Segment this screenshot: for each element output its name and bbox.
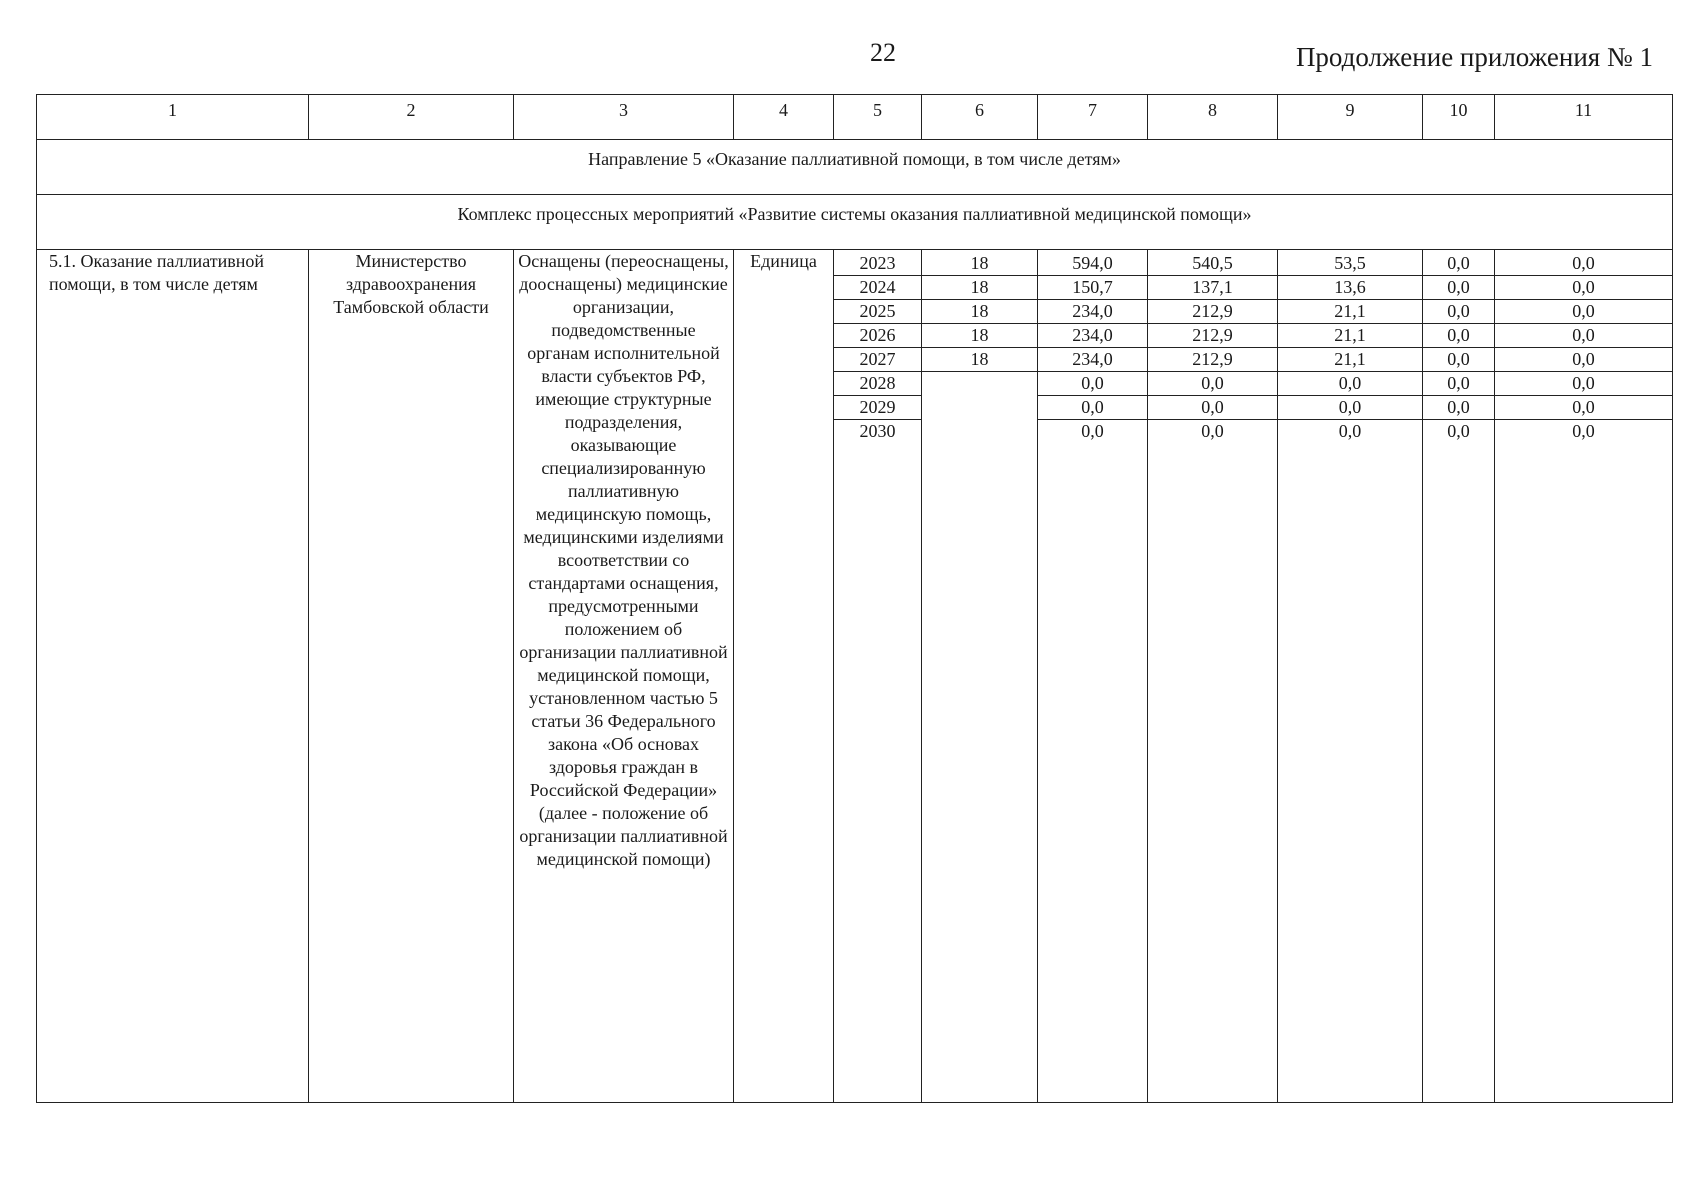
col11-value: 0,0	[1495, 324, 1672, 348]
col8-value: 212,9	[1148, 324, 1277, 348]
col11-value: 0,0	[1495, 252, 1672, 276]
col6-value	[922, 395, 1037, 418]
direction-title: Направление 5 «Оказание паллиативной помощи, в том числе детям»	[37, 140, 1673, 195]
col6-value: 18	[922, 252, 1037, 276]
col9-value: 21,1	[1278, 300, 1422, 324]
column-number: 6	[922, 95, 1038, 140]
col8-value: 0,0	[1148, 396, 1277, 420]
column-number: 9	[1278, 95, 1423, 140]
column-number: 1	[37, 95, 309, 140]
col8-value: 540,5	[1148, 252, 1277, 276]
col10-cell	[1423, 250, 1495, 1103]
col10-value: 0,0	[1423, 276, 1494, 300]
col8-value: 137,1	[1148, 276, 1277, 300]
year-value: 2029	[834, 396, 921, 420]
year-value: 2030	[859, 421, 896, 441]
col6-value: 18	[922, 276, 1037, 300]
column-number: 2	[309, 95, 514, 140]
col7-value: 0,0	[1038, 396, 1147, 420]
col7-value: 234,0	[1038, 348, 1147, 372]
year-value: 2027	[834, 348, 921, 372]
col7-value: 594,0	[1038, 252, 1147, 276]
annex-table	[36, 94, 1673, 1103]
complex-title: Комплекс процессных мероприятий «Развитие системы оказания паллиативной медицинской помощи»	[37, 195, 1673, 250]
col10-value: 0,0	[1423, 372, 1494, 396]
col7-value: 234,0	[1038, 324, 1147, 348]
col11-value: 0,0	[1572, 421, 1595, 441]
col9-cell	[1278, 250, 1423, 1103]
column-number: 3	[514, 95, 734, 140]
unit-cell: Единица	[734, 250, 834, 1103]
col9-value: 21,1	[1278, 324, 1422, 348]
col6-value: 18	[922, 348, 1037, 372]
col9-value: 0,0	[1338, 421, 1362, 441]
complex-row	[37, 195, 1673, 250]
col7-cell	[1038, 250, 1148, 1103]
year-value: 2024	[834, 276, 921, 300]
column-number: 8	[1148, 95, 1278, 140]
col8-value: 0,0	[1201, 421, 1224, 441]
col10-value: 0,0	[1423, 300, 1494, 324]
col11-value: 0,0	[1495, 348, 1672, 372]
col11-cell	[1495, 250, 1673, 1103]
col10-value: 0,0	[1423, 324, 1494, 348]
table-row	[37, 250, 1673, 1103]
result-cell: Оснащены (переоснащены, дооснащены) медицинские организации, подведомственные органам исполнительной власти субъектов РФ, имеющие структурные подразделения, оказывающие специализированную паллиативную медицинскую помощь, медицинскими изделиями всоответствии со стандартами оснащения, предусмотренными положением об организации паллиативной медицинской помощи, установленном частью 5 статьи 36 Федерального закона «Об основах здоровья граждан в Российской Федерации» (далее - положение об организации паллиативной медицинской помощи)	[514, 250, 734, 1103]
column-number-row	[37, 95, 1673, 140]
col8-value: 212,9	[1148, 348, 1277, 372]
responsible-cell: Министерство здравоохранения Тамбовской области	[309, 250, 514, 1103]
measure-name-cell: 5.1. Оказание паллиативной помощи, в том числе детям	[37, 250, 309, 1103]
col11-value: 0,0	[1495, 300, 1672, 324]
col8-cell	[1148, 250, 1278, 1103]
col9-value: 0,0	[1278, 396, 1422, 420]
col7-value: 0,0	[1038, 372, 1147, 396]
annex-continuation-label: Продолжение приложения № 1	[1295, 42, 1653, 72]
year-value: 2028	[834, 372, 921, 396]
col8-value: 212,9	[1148, 300, 1277, 324]
col6-value	[922, 418, 1037, 441]
col9-value: 53,5	[1278, 252, 1422, 276]
column-number: 4	[734, 95, 834, 140]
column-number: 7	[1038, 95, 1148, 140]
col9-value: 0,0	[1278, 372, 1422, 396]
col9-value: 13,6	[1278, 276, 1422, 300]
year-value: 2026	[834, 324, 921, 348]
col6-value: 18	[922, 324, 1037, 348]
year-value: 2023	[834, 252, 921, 276]
col7-value: 150,7	[1038, 276, 1147, 300]
col8-value: 0,0	[1148, 372, 1277, 396]
direction-row	[37, 140, 1673, 195]
col6-cell	[922, 250, 1038, 1103]
column-number: 11	[1495, 95, 1673, 140]
col11-value: 0,0	[1495, 396, 1672, 420]
col6-value	[922, 372, 1037, 395]
col10-value: 0,0	[1423, 396, 1494, 420]
years-cell	[834, 250, 922, 1103]
page-number: 22	[870, 38, 896, 67]
col11-value: 0,0	[1495, 276, 1672, 300]
col11-value: 0,0	[1495, 372, 1672, 396]
year-value: 2025	[834, 300, 921, 324]
col7-value: 234,0	[1038, 300, 1147, 324]
col10-value: 0,0	[1447, 421, 1470, 441]
column-number: 5	[834, 95, 922, 140]
col7-value: 0,0	[1081, 421, 1104, 441]
col6-value: 18	[922, 300, 1037, 324]
col10-value: 0,0	[1423, 348, 1494, 372]
column-number: 10	[1423, 95, 1495, 140]
col10-value: 0,0	[1423, 252, 1494, 276]
col9-value: 21,1	[1278, 348, 1422, 372]
